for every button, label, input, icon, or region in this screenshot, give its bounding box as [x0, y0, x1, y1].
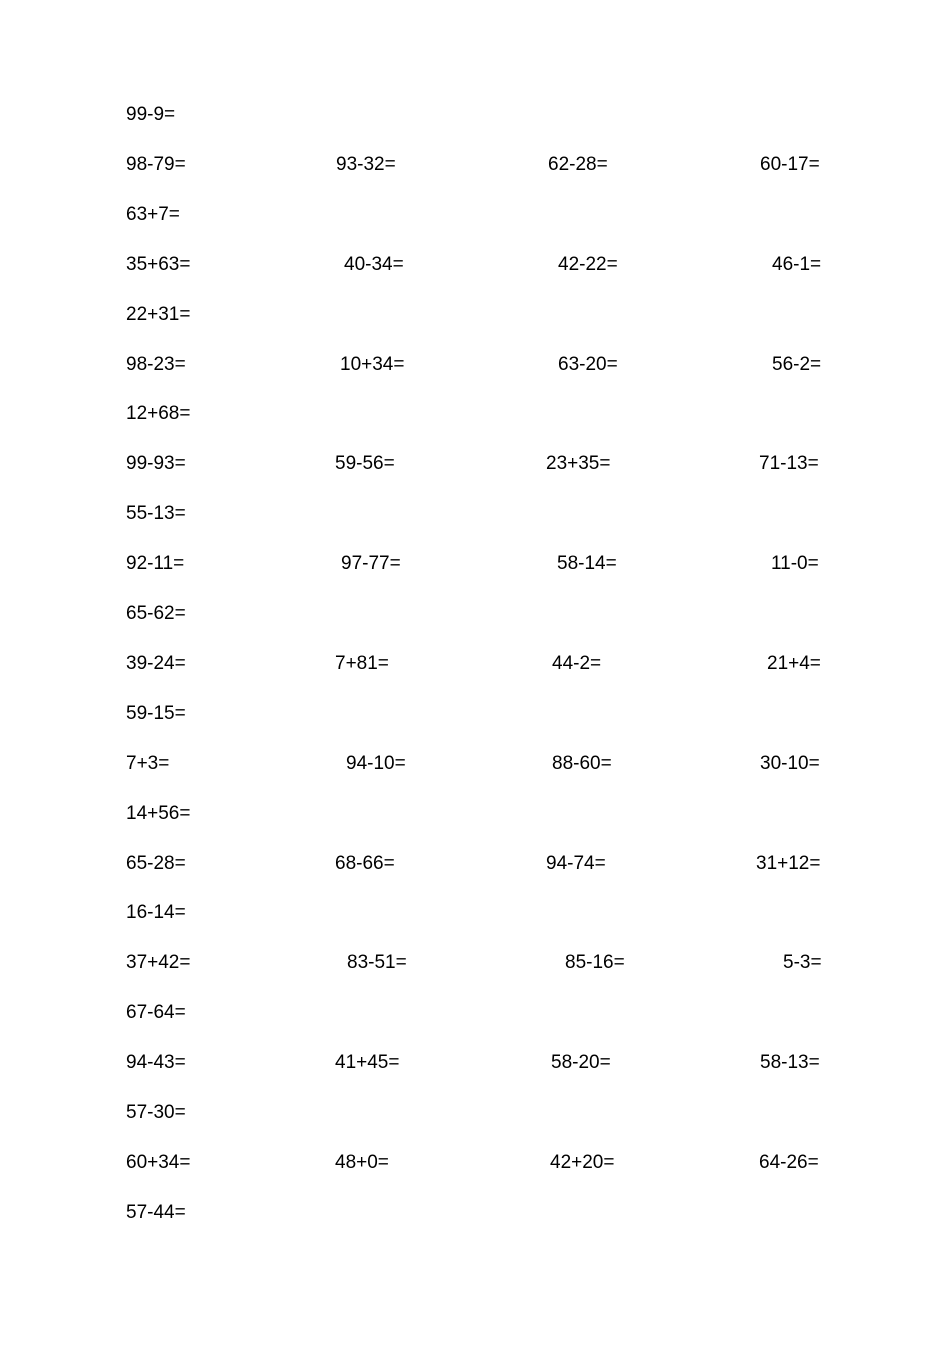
- math-problem: 98-79=: [126, 154, 186, 175]
- math-problem: 92-11=: [126, 553, 185, 574]
- math-problem: 83-51=: [347, 952, 407, 973]
- math-problem: 7+3=: [126, 753, 170, 774]
- math-problem: 64-26=: [759, 1152, 819, 1173]
- math-problem: 67-64=: [126, 1002, 186, 1023]
- math-problem: 65-28=: [126, 853, 186, 874]
- math-problem: 42+20=: [550, 1152, 615, 1173]
- math-problem: 58-13=: [760, 1052, 820, 1073]
- math-problem: 59-15=: [126, 703, 186, 724]
- math-problem: 48+0=: [335, 1152, 389, 1173]
- math-problem: 65-62=: [126, 603, 186, 624]
- math-problem: 63+7=: [126, 204, 180, 225]
- math-problem: 7+81=: [335, 653, 389, 674]
- math-problem: 59-56=: [335, 453, 395, 474]
- math-problem: 60-17=: [760, 154, 820, 175]
- math-problem: 99-93=: [126, 453, 186, 474]
- math-problem: 57-30=: [126, 1102, 186, 1123]
- math-problem: 58-20=: [551, 1052, 611, 1073]
- math-problem: 31+12=: [756, 853, 821, 874]
- math-problem: 21+4=: [767, 653, 821, 674]
- math-problem: 57-44=: [126, 1202, 186, 1223]
- math-problem: 63-20=: [558, 354, 618, 375]
- math-problem: 93-32=: [336, 154, 396, 175]
- math-problem: 98-23=: [126, 354, 186, 375]
- math-problem: 14+56=: [126, 803, 191, 824]
- math-problem: 5-3=: [783, 952, 822, 973]
- math-problem: 39-24=: [126, 653, 186, 674]
- math-problem: 16-14=: [126, 902, 186, 923]
- math-problem: 35+63=: [126, 254, 191, 275]
- math-problem: 44-2=: [552, 653, 602, 674]
- math-problem: 37+42=: [126, 952, 191, 973]
- math-problem: 97-77=: [341, 553, 401, 574]
- math-problem: 94-43=: [126, 1052, 186, 1073]
- math-problem: 30-10=: [760, 753, 820, 774]
- math-problem: 99-9=: [126, 104, 176, 125]
- math-problem: 94-74=: [546, 853, 606, 874]
- math-problem: 60+34=: [126, 1152, 191, 1173]
- math-problem: 58-14=: [557, 553, 617, 574]
- math-problem: 40-34=: [344, 254, 404, 275]
- math-problem: 56-2=: [772, 354, 822, 375]
- math-problem: 71-13=: [759, 453, 819, 474]
- math-problem: 22+31=: [126, 304, 191, 325]
- math-problem: 11-0=: [771, 553, 819, 574]
- math-problem: 55-13=: [126, 503, 186, 524]
- math-problem: 41+45=: [335, 1052, 400, 1073]
- math-problem: 10+34=: [340, 354, 405, 375]
- math-problem: 42-22=: [558, 254, 618, 275]
- math-problem: 62-28=: [548, 154, 608, 175]
- math-problem: 12+68=: [126, 403, 191, 424]
- math-problem: 68-66=: [335, 853, 395, 874]
- math-problem: 88-60=: [552, 753, 612, 774]
- math-problem: 94-10=: [346, 753, 406, 774]
- math-problem: 23+35=: [546, 453, 611, 474]
- math-problem: 85-16=: [565, 952, 625, 973]
- math-problem: 46-1=: [772, 254, 822, 275]
